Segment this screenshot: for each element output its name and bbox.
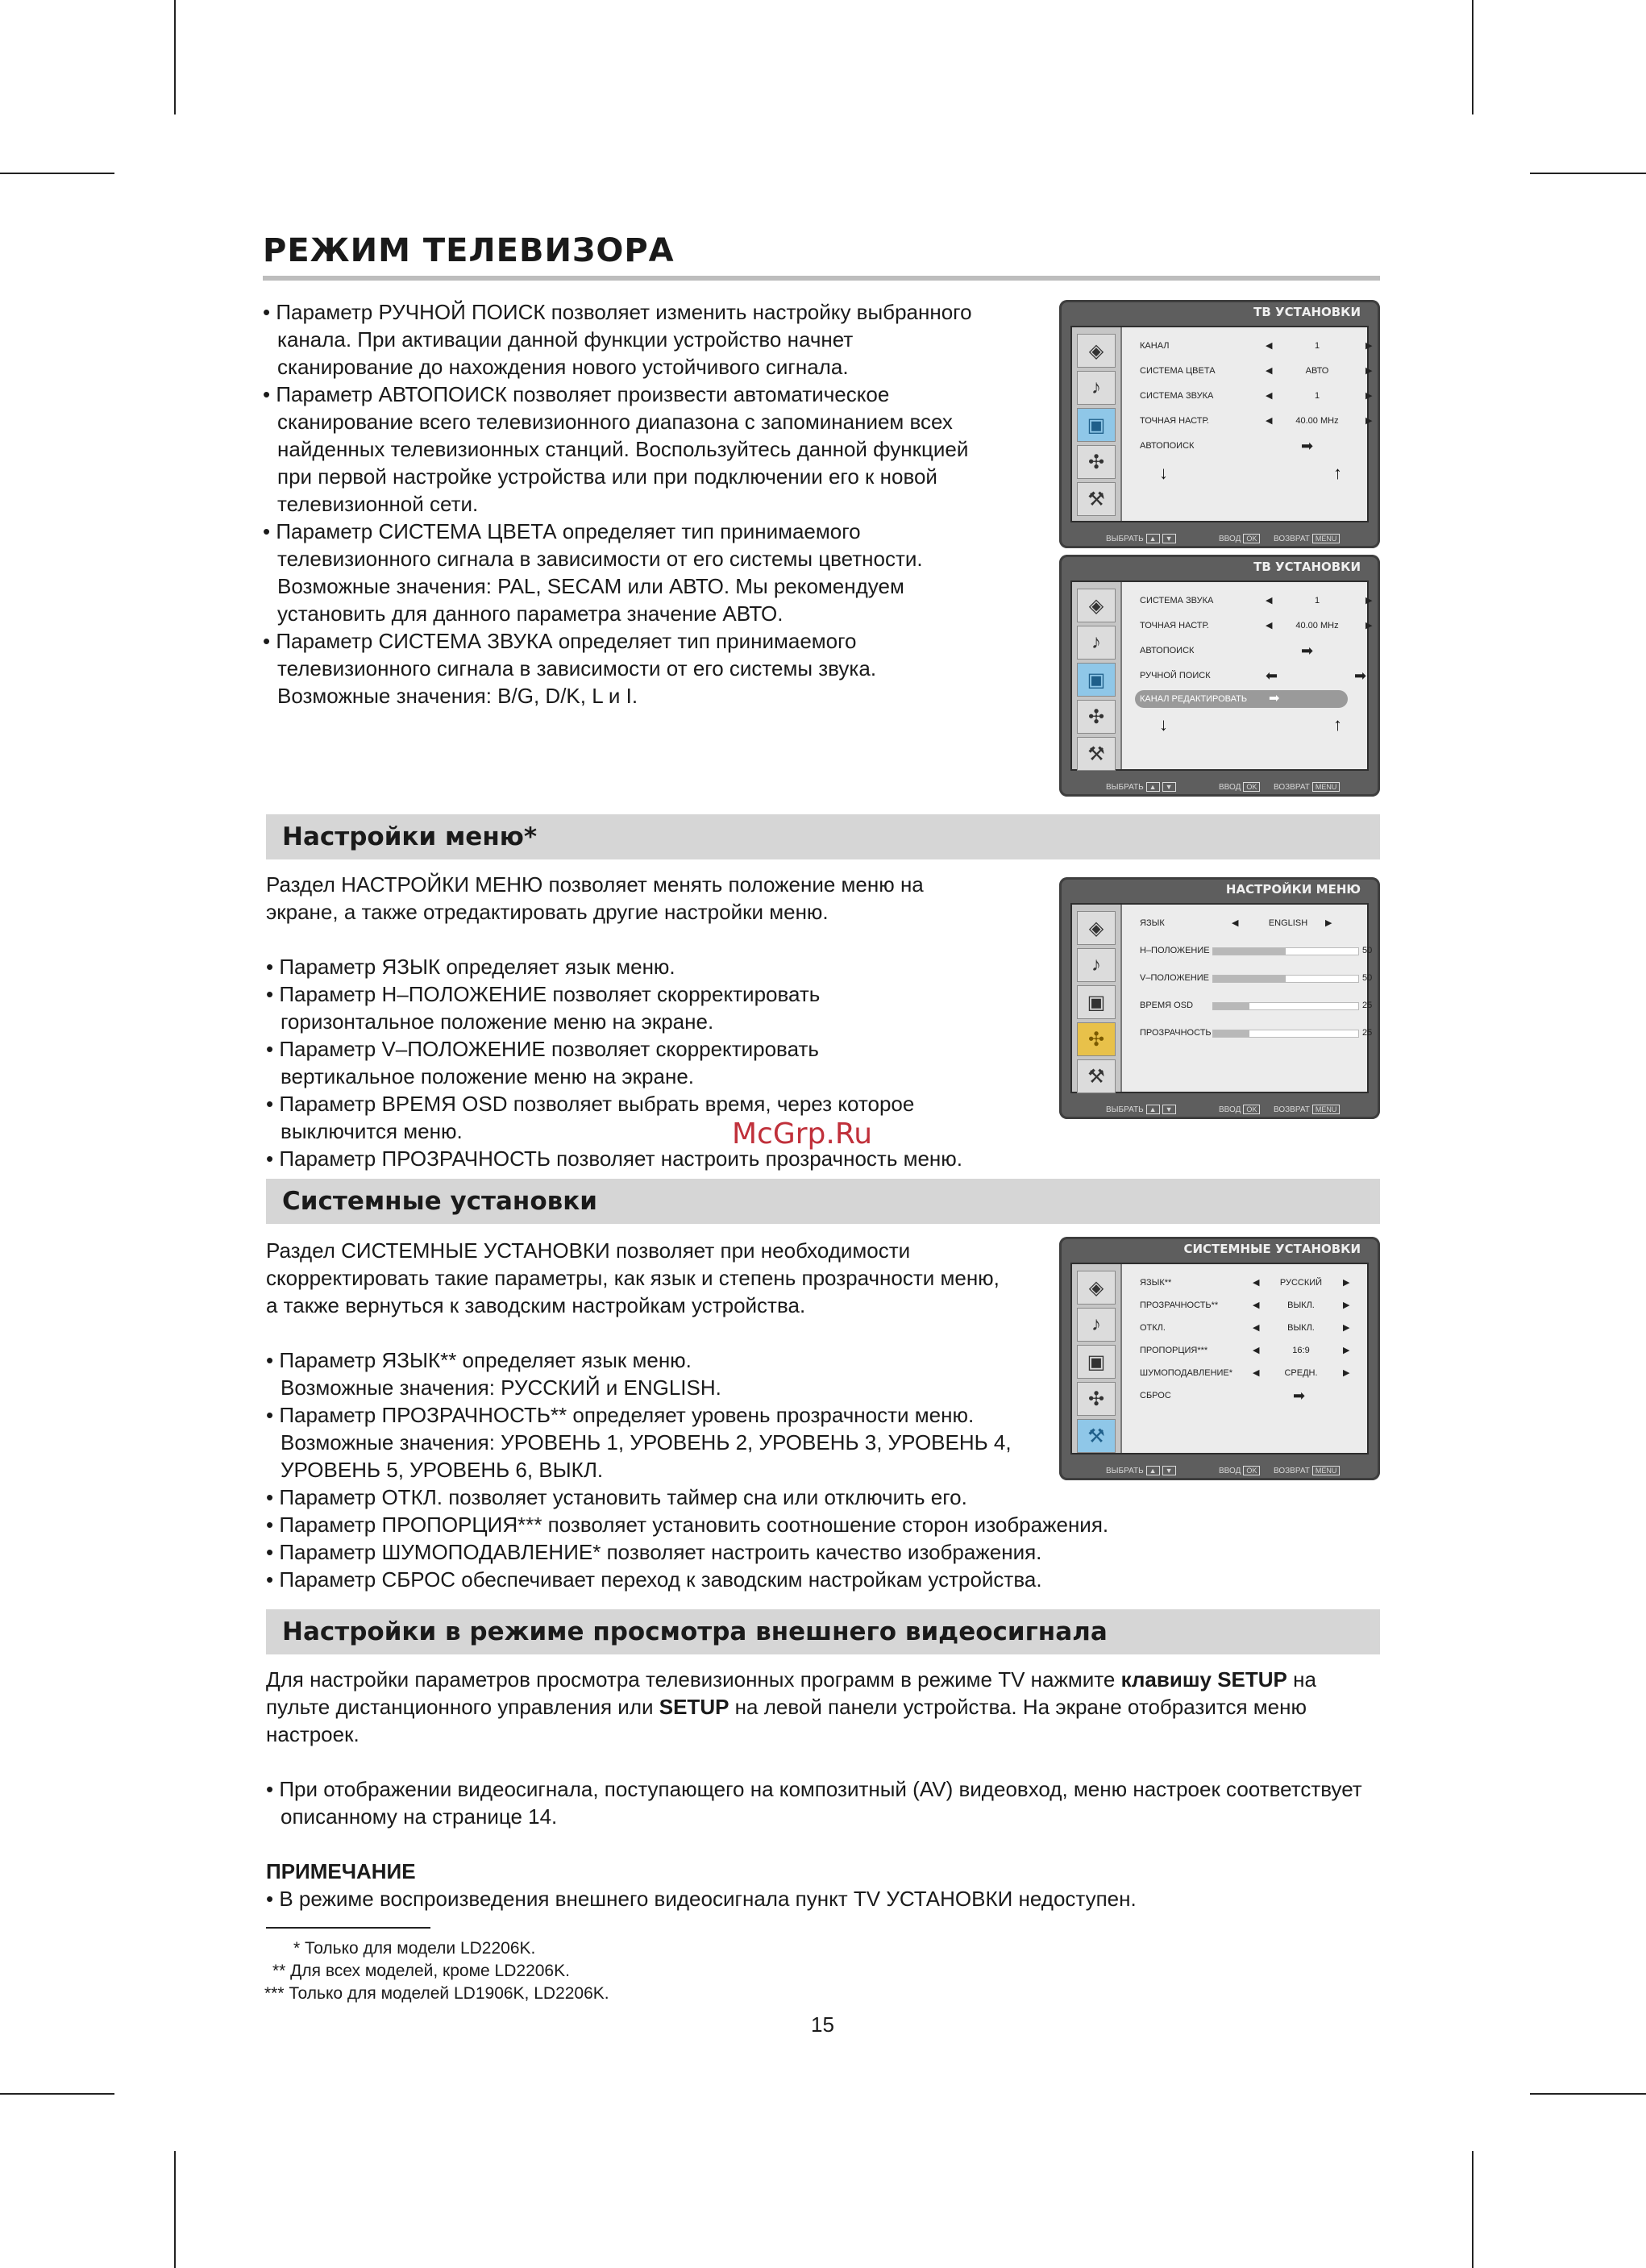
osd-body — [1070, 903, 1373, 1093]
osd-row: СБРОС ➡ — [1140, 1388, 1306, 1404]
osd-footer: ВВОД OK — [1219, 782, 1260, 792]
osd-row: КАНАЛ ◀ 1 ▶ — [1140, 341, 1373, 351]
system-section-text — [266, 1237, 1153, 1593]
osd-footer: ВОЗВРАТ MENU — [1274, 1466, 1340, 1475]
intro-bullet: • Параметр СИСТЕМА ЦВЕТА определяет тип принимаемого телевизионного сигнала в зависимости от его системы цветности. Возможные значения: PAL, SECAM или АВТО. Мы рекомендуем установить для данного параметра значение АВТО. — [263, 519, 923, 626]
level-bar — [1212, 947, 1359, 955]
osd-footer: ВВОД OK — [1219, 1105, 1260, 1114]
osd-row: ЯЗЫК** ◀ РУССКИЙ ▶ — [1140, 1278, 1350, 1288]
crop-mark — [0, 2093, 114, 2095]
section-heading-system: Системные установки — [266, 1179, 1380, 1224]
footnote: * Только для модели LD2206K. — [293, 1939, 536, 1958]
osd-row-selected: КАНАЛ РЕДАКТИРОВАТЬ ➡ — [1140, 692, 1280, 705]
menu-bullet: • Параметр H–ПОЛОЖЕНИЕ позволяет скорректировать горизонтальное положение меню на экране. — [266, 982, 821, 1034]
osd-body — [1070, 581, 1373, 771]
sound-icon: ♪ — [1077, 626, 1116, 660]
tv-icon: ▣ — [1077, 408, 1116, 442]
tv-icon: ▣ — [1077, 663, 1116, 697]
osd-system-settings — [1059, 1237, 1380, 1480]
osd-footer: ВВОД OK — [1219, 534, 1260, 543]
page-title: РЕЖИМ ТЕЛЕВИЗОРА — [263, 232, 675, 269]
menu-bullet: • Параметр ЯЗЫК определяет язык меню. — [266, 955, 675, 979]
osd-row: ШУМОПОДАВЛЕНИЕ* ◀ СРЕДН. ▶ — [1140, 1368, 1350, 1378]
sound-icon: ♪ — [1077, 1308, 1116, 1342]
footnote: ** Для всех моделей, кроме LD2206K. — [272, 1962, 570, 1980]
system-bullet: • Параметр СБРОС обеспечивает переход к заводским настройкам устройства. — [266, 1567, 1042, 1592]
level-bar — [1212, 1002, 1359, 1010]
osd-row: АВТОПОИСК ➡ — [1140, 643, 1314, 659]
system-bullet: • Параметр ПРОЗРАЧНОСТЬ** определяет уровень прозрачности меню. Возможные значения: УРОВЕНЬ 1, УРОВЕНЬ 2, УРОВЕНЬ 3, УРОВЕНЬ 4, УРОВЕНЬ 5, УРОВЕНЬ 6, ВЫКЛ. — [266, 1403, 1012, 1482]
osd-row: ТОЧНАЯ НАСТР. ◀ 40.00 MHz ▶ — [1140, 416, 1373, 426]
puzzle-icon: ✣ — [1077, 445, 1116, 479]
tv-icon: ▣ — [1077, 1345, 1116, 1379]
osd-tv-settings-1 — [1059, 300, 1380, 548]
osd-body — [1070, 326, 1373, 522]
osd-sidebar — [1072, 905, 1122, 1092]
picture-icon: ◈ — [1077, 334, 1116, 368]
osd-row: ТОЧНАЯ НАСТР. ◀ 40.00 MHz ▶ — [1140, 621, 1373, 630]
note-text: • В режиме воспроизведения внешнего видеосигнала пункт TV УСТАНОВКИ недоступен. — [266, 1887, 1137, 1911]
osd-sidebar — [1072, 1264, 1122, 1453]
level-bar — [1212, 1030, 1359, 1038]
puzzle-icon: ✣ — [1077, 1382, 1116, 1416]
system-bullet: • Параметр ШУМОПОДАВЛЕНИЕ* позволяет настроить качество изображения. — [266, 1540, 1042, 1564]
osd-row: ВРЕМЯ OSD 25 — [1140, 1001, 1373, 1010]
system-bullet: • Параметр ОТКЛ. позволяет установить таймер сна или отключить его. — [266, 1485, 967, 1509]
wrench-icon: ⚒ — [1077, 482, 1116, 516]
section-heading-external: Настройки в режиме просмотра внешнего видеосигнала — [266, 1609, 1380, 1654]
menu-section-text — [266, 871, 1000, 1172]
intro-bullet: • Параметр СИСТЕМА ЗВУКА определяет тип принимаемого телевизионного сигнала в зависимости от его системы звука. Возможные значения: B/G, D/K, L и I. — [263, 629, 877, 708]
osd-footer: ВЫБРАТЬ ▲ ▼ — [1106, 1105, 1176, 1114]
osd-row: ЯЗЫК ◀ ENGLISH ▶ — [1140, 918, 1332, 928]
external-paragraph: Для настройки параметров просмотра телевизионных программ в режиме TV нажмите клавишу SETUP на пульте дистанционного управления или SETUP на левой панели устройства. На экране отобразится меню настроек. — [266, 1667, 1316, 1746]
puzzle-icon: ✣ — [1077, 1022, 1116, 1056]
crop-mark — [174, 0, 176, 114]
system-bullet: • Параметр ПРОПОРЦИЯ*** позволяет установить соотношение сторон изображения. — [266, 1513, 1109, 1537]
down-arrow-icon: ↓ — [1159, 714, 1168, 734]
wrench-icon: ⚒ — [1077, 737, 1116, 771]
picture-icon: ◈ — [1077, 1271, 1116, 1305]
osd-footer: ВЫБРАТЬ ▲ ▼ — [1106, 782, 1176, 792]
footnote-rule — [266, 1927, 430, 1929]
osd-row: СИСТЕМА ЦВЕТА ◀ АВТО ▶ — [1140, 366, 1373, 376]
crop-mark — [0, 173, 114, 174]
osd-row: АВТОПОИСК ➡ — [1140, 438, 1314, 454]
osd-row: V–ПОЛОЖЕНИЕ 50 — [1140, 973, 1373, 983]
crop-mark — [1530, 173, 1646, 174]
osd-footer: ВОЗВРАТ MENU — [1274, 534, 1340, 543]
section-heading-menu: Настройки меню* — [266, 814, 1380, 859]
system-bullet: • Параметр ЯЗЫК** определяет язык меню. Возможные значения: РУССКИЙ и ENGLISH. — [266, 1348, 721, 1400]
down-arrow-icon: ↓ — [1159, 463, 1168, 483]
osd-row: ПРОЗРАЧНОСТЬ 25 — [1140, 1028, 1373, 1038]
intro-text — [263, 298, 988, 710]
osd-footer: ВВОД OK — [1219, 1466, 1260, 1475]
osd-row: СИСТЕМА ЗВУКА ◀ 1 ▶ — [1140, 391, 1373, 401]
osd-footer: ВОЗВРАТ MENU — [1274, 1105, 1340, 1114]
crop-mark — [1530, 2093, 1646, 2095]
osd-row: ПРОЗРАЧНОСТЬ** ◀ ВЫКЛ. ▶ — [1140, 1300, 1350, 1310]
intro-bullet: • Параметр АВТОПОИСК позволяет произвести автоматическое сканирование всего телевизионного диапазона с запоминанием всех найденных телевизионных станций. Воспользуйтесь данной функцией при первой настройке устройства или при подключении его к новой телевизионной сети. — [263, 382, 969, 516]
osd-title: ТВ УСТАНОВКИ — [1253, 560, 1361, 574]
osd-footer: ВОЗВРАТ MENU — [1274, 782, 1340, 792]
osd-title: НАСТРОЙКИ МЕНЮ — [1225, 882, 1361, 897]
crop-mark — [174, 2151, 176, 2268]
level-bar — [1212, 975, 1359, 983]
picture-icon: ◈ — [1077, 911, 1116, 945]
osd-body — [1070, 1263, 1369, 1454]
osd-title: СИСТЕМНЫЕ УСТАНОВКИ — [1183, 1242, 1361, 1256]
watermark: McGrp.Ru — [732, 1117, 873, 1151]
osd-sidebar — [1072, 582, 1122, 769]
external-section-text — [266, 1666, 1383, 1912]
osd-row: РУЧНОЙ ПОИСК ⬅ ➡ — [1140, 668, 1367, 684]
menu-bullet: • Параметр ВРЕМЯ OSD позволяет выбрать время, через которое выключится меню. — [266, 1092, 915, 1143]
osd-sidebar — [1072, 327, 1122, 521]
menu-bullet: • Параметр ПРОЗРАЧНОСТЬ позволяет настроить прозрачность меню. — [266, 1146, 963, 1171]
page-number: 15 — [811, 2012, 834, 2037]
crop-mark — [1472, 2151, 1474, 2268]
osd-footer: ВЫБРАТЬ ▲ ▼ — [1106, 1466, 1176, 1475]
wrench-icon: ⚒ — [1077, 1419, 1116, 1453]
puzzle-icon: ✣ — [1077, 700, 1116, 734]
wrench-icon: ⚒ — [1077, 1059, 1116, 1093]
osd-row: ОТКЛ. ◀ ВЫКЛ. ▶ — [1140, 1323, 1350, 1333]
up-arrow-icon: ↑ — [1333, 463, 1342, 483]
crop-mark — [1472, 0, 1474, 114]
footnote: *** Только для моделей LD1906K, LD2206K. — [264, 1984, 609, 2003]
osd-row: СИСТЕМА ЗВУКА ◀ 1 ▶ — [1140, 596, 1373, 605]
osd-title: ТВ УСТАНОВКИ — [1253, 305, 1361, 319]
osd-menu-settings — [1059, 877, 1380, 1119]
menu-paragraph: Раздел НАСТРОЙКИ МЕНЮ позволяет менять положение меню на экране, а также отредактировать другие настройки меню. — [266, 872, 924, 924]
sound-icon: ♪ — [1077, 371, 1116, 405]
system-paragraph: Раздел СИСТЕМНЫЕ УСТАНОВКИ позволяет при необходимости скорректировать такие параметры, как язык и степень прозрачности меню, а также вернуться к заводским настройкам устройства. — [266, 1238, 1000, 1317]
up-arrow-icon: ↑ — [1333, 714, 1342, 734]
intro-bullet: • Параметр РУЧНОЙ ПОИСК позволяет изменить настройку выбранного канала. При активации данной функции устройство начнет сканирование до нахождения нового устойчивого сигнала. — [263, 300, 972, 379]
note-heading: ПРИМЕЧАНИЕ — [266, 1859, 416, 1883]
title-rule — [263, 276, 1380, 281]
menu-bullet: • Параметр V–ПОЛОЖЕНИЕ позволяет скорректировать вертикальное положение меню на экране. — [266, 1037, 819, 1088]
tv-icon: ▣ — [1077, 985, 1116, 1019]
osd-row: ПРОПОРЦИЯ*** ◀ 16:9 ▶ — [1140, 1346, 1350, 1355]
external-bullet: • При отображении видеосигнала, поступающего на композитный (AV) видеовход, меню настроек соответствует описанному на странице 14. — [266, 1777, 1362, 1829]
osd-row: H–ПОЛОЖЕНИЕ 50 — [1140, 946, 1373, 955]
osd-tv-settings-2 — [1059, 555, 1380, 797]
osd-footer: ВЫБРАТЬ ▲ ▼ — [1106, 534, 1176, 543]
picture-icon: ◈ — [1077, 589, 1116, 622]
sound-icon: ♪ — [1077, 948, 1116, 982]
